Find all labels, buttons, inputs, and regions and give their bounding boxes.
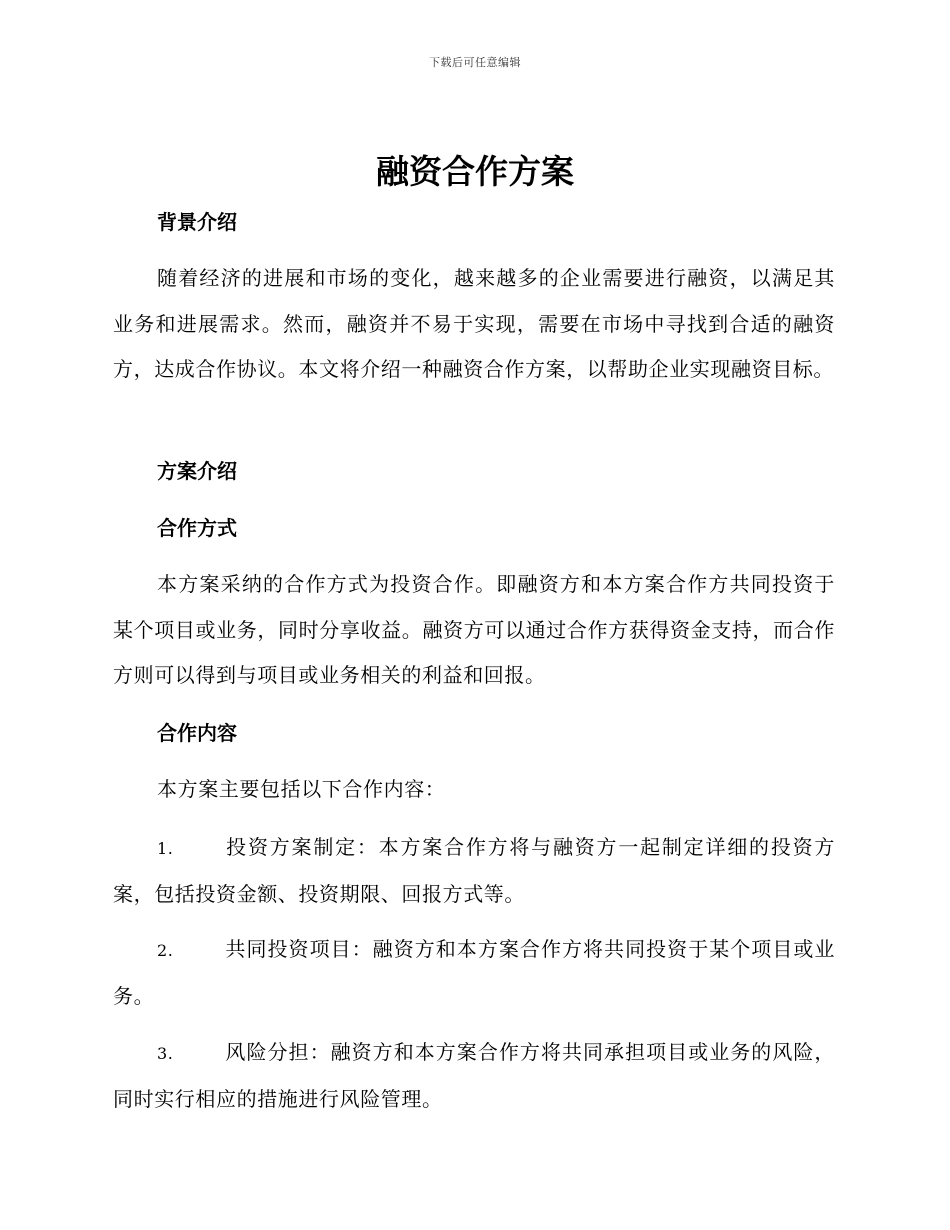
- paragraph-cooperation-mode: 本方案采纳的合作方式为投资合作。即融资方和本方案合作方共同投资于某个项目或业务，同时分享收益。融资方可以通过合作方获得资金支持，而合作方则可以得到与项目或业务相关的利益和回报。: [113, 572, 835, 688]
- list-item: [113, 927, 835, 1019]
- list-item-number: 2.: [157, 941, 174, 960]
- list-item: [113, 1030, 835, 1122]
- heading-cooperation-mode: 合作方式: [157, 516, 237, 540]
- heading-plan: 方案介绍: [157, 459, 237, 483]
- list-item-text: 风险分担：融资方和本方案合作方将共同承担项目或业务的风险，同时实行相应的措施进行风险管理。: [113, 1040, 835, 1111]
- list-item-number: 3.: [157, 1044, 174, 1063]
- heading-cooperation-content: 合作内容: [157, 721, 237, 745]
- list-item-text: 投资方案制定：本方案合作方将与融资方一起制定详细的投资方案，包括投资金额、投资期限、回报方式等。: [113, 835, 835, 906]
- list-item: [113, 825, 835, 917]
- document-title: 融资合作方案: [376, 152, 574, 191]
- header-note: 下载后可任意编辑: [429, 56, 521, 69]
- heading-background: 背景介绍: [157, 210, 237, 234]
- list-item-text: 共同投资项目：融资方和本方案合作方将共同投资于某个项目或业务。: [113, 937, 835, 1008]
- paragraph-background: 随着经济的进展和市场的变化，越来越多的企业需要进行融资，以满足其业务和进展需求。然而，融资并不易于实现，需要在市场中寻找到合适的融资方，达成合作协议。本文将介绍一种融资合作方案，以帮助企业实现融资目标。: [113, 266, 835, 382]
- list-item-number: 1.: [157, 839, 174, 858]
- paragraph-content-intro: 本方案主要包括以下合作内容：: [157, 777, 446, 801]
